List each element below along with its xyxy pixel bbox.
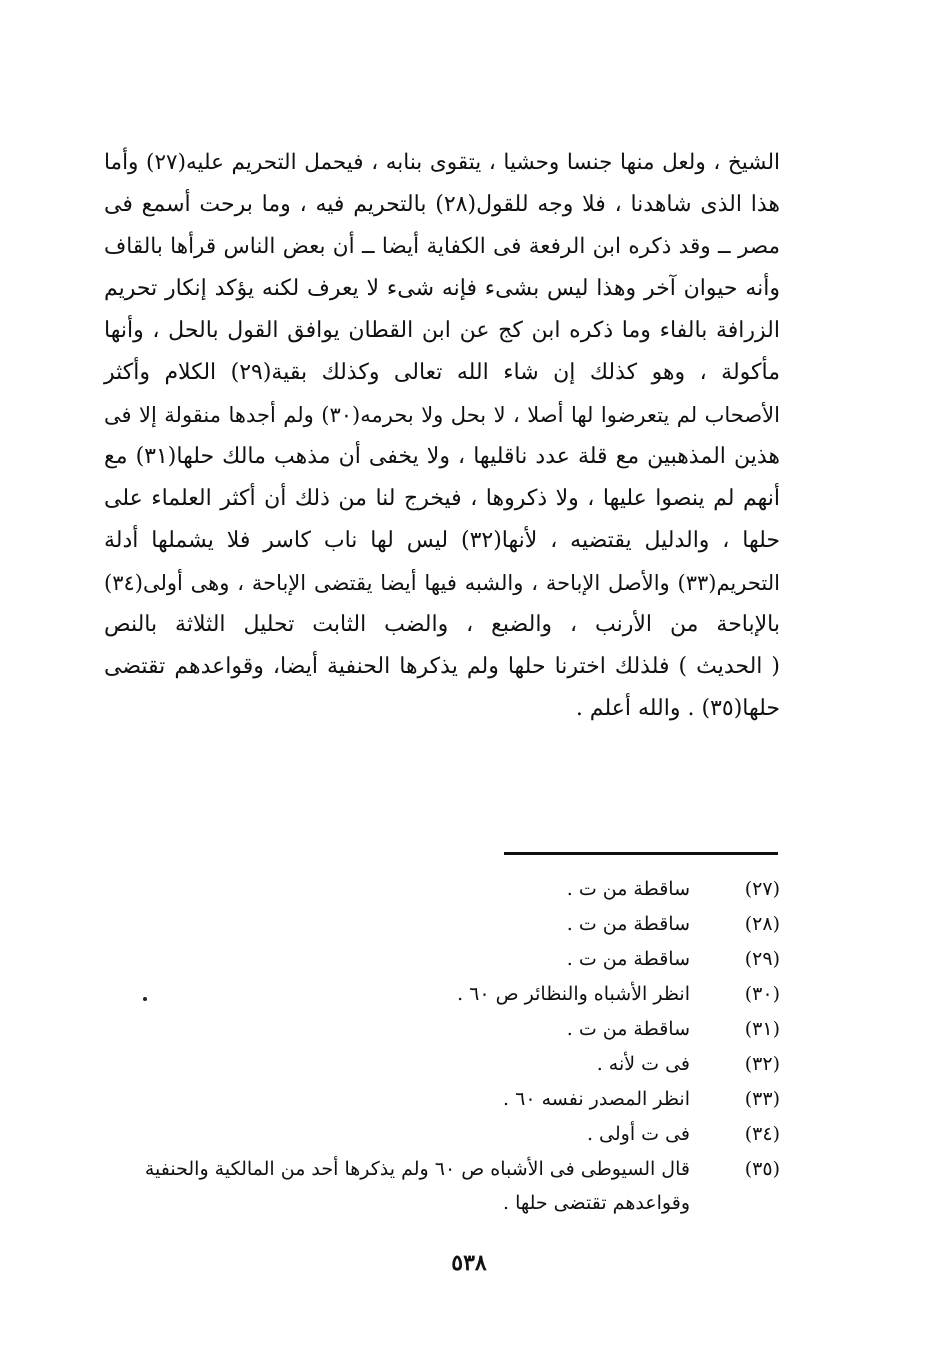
text-line: ( الحديث ) فلذلك اخترنا حلها ولم يذكرها الحنفية أيضا، وقواعدهم تقتضى (104, 654, 780, 679)
text-line: هذا الذى شاهدنا ، فلا وجه للقول(٢٨) بالتحريم فيه ، وما برحت أسمع فى (104, 192, 780, 217)
text-line: مصر ــ وقد ذكره ابن الرفعة فى الكفاية أيضا ــ أن بعض الناس قرأها بالقاف (104, 234, 780, 259)
footnote-item (108, 872, 784, 907)
text-line: الزرافة بالفاء وما ذكره ابن كج عن ابن القطان يوافق القول بالحل ، وأنها (104, 318, 780, 343)
footnote-item (108, 1117, 784, 1152)
footnote-number: (٢٩) (744, 948, 780, 970)
footnote-text: قال السيوطى فى الأشباه ص ٦٠ ولم يذكرها أحد من المالكية والحنفية وقواعدهم تقتضى حلها . (144, 1158, 690, 1214)
footnote-text: انظر الأشباه والنظائر ص ٦٠ . (457, 983, 690, 1005)
main-paragraph (104, 142, 780, 730)
footnote-number: (٣٥) (744, 1158, 780, 1180)
text-line: الأصحاب لم يتعرضوا لها أصلا ، لا بحل ولا بحرمه(٣٠) ولم أجدها منقولة إلا فى (104, 403, 780, 427)
footnote-text: فى ت لأنه . (596, 1053, 690, 1075)
footnote-number: (٢٨) (744, 913, 780, 935)
footnote-number: (٣١) (744, 1018, 780, 1040)
footnote-item (108, 1012, 784, 1047)
footnote-number: (٣٠) (744, 983, 780, 1005)
footnote-item (108, 942, 784, 977)
footnote-text: انظر المصدر نفسه ٦٠ . (503, 1088, 690, 1110)
text-line: مأكولة ، وهو كذلك إن شاء الله تعالى وكذلك بقية(٢٩) الكلام وأكثر (104, 360, 780, 385)
footnote-separator (504, 852, 778, 855)
text-line: وأنه حيوان آخر وهذا ليس بشىء فإنه شىء لا يعرف لكنه يؤكد إنكار تحريم (104, 276, 780, 301)
text-line: أنهم لم ينصوا عليها ، ولا ذكروها ، فيخرج لنا من ذلك أن أكثر العلماء على (104, 486, 780, 511)
footnote-item (108, 1082, 784, 1117)
footnote-number: (٣٤) (744, 1123, 780, 1145)
footnotes-list (108, 872, 784, 1220)
footnote-text: ساقطة من ت . (566, 913, 690, 935)
footnote-item (108, 977, 784, 1012)
footnote-text: فى ت أولى . (586, 1123, 690, 1145)
footnote-text: ساقطة من ت . (566, 878, 690, 900)
footnote-number: (٣٢) (744, 1053, 780, 1075)
footnote-item (108, 907, 784, 942)
text-line: الشيخ ، ولعل منها جنسا وحشيا ، يتقوى بنابه ، فيحمل التحريم عليه(٢٧) وأما (104, 150, 781, 175)
text-line: التحريم(٣٣) والأصل الإباحة ، والشبه فيها أيضا يقتضى الإباحة ، وهى أولى(٣٤) (104, 571, 780, 595)
text-line: بالإباحة من الأرنب ، والضبع ، والضب الثابت تحليل الثلاثة بالنص (104, 612, 780, 637)
text-line: هذين المذهبين مع قلة عدد ناقليها ، ولا يخفى أن مذهب مالك حلها(٣١) مع (104, 444, 780, 469)
page-number: ٥٣٨ (451, 1250, 487, 1276)
scan-speck (143, 997, 147, 1001)
footnote-item (108, 1047, 784, 1082)
footnote-text: ساقطة من ت . (566, 1018, 690, 1040)
footnote-item (108, 1152, 784, 1220)
footnote-number: (٢٧) (744, 878, 780, 900)
text-line: حلها ، والدليل يقتضيه ، لأنها(٣٢) ليس لها ناب كاسر فلا يشملها أدلة (104, 528, 781, 553)
text-line: حلها(٣٥) . والله أعلم . (575, 696, 780, 721)
footnote-text: ساقطة من ت . (566, 948, 690, 970)
footnote-number: (٣٣) (744, 1088, 780, 1110)
